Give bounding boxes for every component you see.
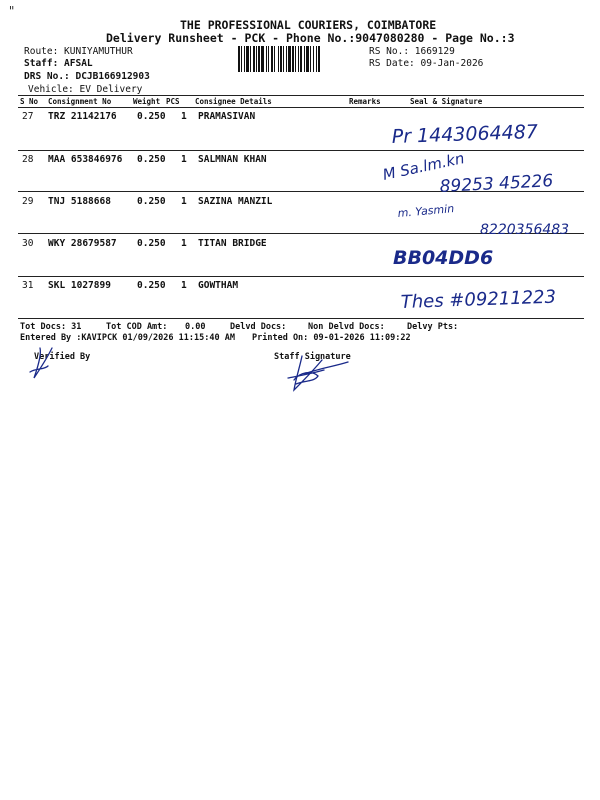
row-weight: 0.250 (137, 280, 166, 291)
barcode-bar (306, 46, 309, 72)
row-weight: 0.250 (137, 238, 166, 249)
col-remarks: Remarks (349, 97, 381, 106)
barcode-bar (283, 46, 284, 72)
vehicle-label: Vehicle: EV Delivery (28, 84, 143, 95)
row-weight: 0.250 (137, 196, 166, 207)
barcode-bar (288, 46, 291, 72)
stray-mark: " (8, 4, 16, 18)
row-separator (18, 233, 584, 234)
row-sno: 28 (22, 154, 34, 165)
barcode-bar (253, 46, 255, 72)
barcode-bar (274, 46, 275, 72)
row-pcs: 1 (181, 280, 187, 291)
rs-no-label: RS No.: 1669129 (369, 46, 455, 57)
row-consignment: SKL 1027899 (48, 280, 111, 291)
row-consignee: SAZINA MANZIL (198, 196, 273, 207)
route-label: Route: KUNIYAMUTHUR (24, 46, 133, 57)
barcode-bar (246, 46, 249, 72)
staff-signature-label: Staff Signature (274, 352, 351, 362)
col-seal: Seal & Signature (410, 97, 483, 106)
handwritten-remark: Thes #09211223 (400, 286, 557, 313)
barcode-bar (238, 46, 240, 72)
col-weight: Weight (133, 97, 161, 106)
handwritten-remark: 8220356483 (480, 222, 570, 238)
header-top-rule (18, 95, 584, 96)
barcode-bar (268, 46, 269, 72)
header-bottom-rule (18, 107, 584, 108)
row-consignee: TITAN BRIDGE (198, 238, 267, 249)
barcode-bar (300, 46, 302, 72)
printed-on: Printed On: 09-01-2026 11:09:22 (252, 333, 411, 343)
barcode-bar (316, 46, 317, 72)
company-title: THE PROFESSIONAL COURIERS, COIMBATORE (180, 18, 437, 32)
row-sno: 31 (22, 280, 34, 291)
barcode-image (238, 46, 366, 72)
barcode-bar (298, 46, 299, 72)
row-pcs: 1 (181, 154, 187, 165)
barcode-bar (286, 46, 287, 72)
barcode-bar (280, 46, 282, 72)
row-consignment: WKY 28679587 (48, 238, 117, 249)
row-pcs: 1 (181, 111, 187, 122)
row-sno: 27 (22, 111, 34, 122)
row-weight: 0.250 (137, 154, 166, 165)
row-consignment: MAA 653846976 (48, 154, 123, 165)
row-pcs: 1 (181, 196, 187, 207)
tot-docs: Tot Docs: 31 (20, 322, 82, 332)
delvy-pts: Delvy Pts: (407, 322, 459, 332)
tot-cod-value: 0.00 (185, 322, 206, 332)
non-delvd-docs: Non Delvd Docs: (308, 322, 385, 332)
row-consignee: PRAMASIVAN (198, 111, 256, 122)
table-bottom-rule (18, 318, 584, 319)
row-weight: 0.250 (137, 111, 166, 122)
barcode-bar (292, 46, 294, 72)
tot-cod-label: Tot COD Amt: (106, 322, 168, 332)
row-separator (18, 150, 584, 151)
row-consignment: TRZ 21142176 (48, 111, 117, 122)
staff-label: Staff: AFSAL (24, 58, 93, 69)
barcode-bar (304, 46, 305, 72)
handwritten-remark: 89253 45226 (439, 171, 554, 197)
row-sno: 30 (22, 238, 34, 249)
barcode-bar (295, 46, 296, 72)
drs-label: DRS No.: DCJB166912903 (24, 71, 150, 82)
barcode-bar (244, 46, 245, 72)
row-consignment: TNJ 5188668 (48, 196, 111, 207)
barcode-bar (310, 46, 311, 72)
col-consignee: Consignee Details (195, 97, 272, 106)
barcode-bar (261, 46, 264, 72)
barcode-bar (271, 46, 273, 72)
handwritten-remark: m. Yasmin (397, 202, 455, 220)
row-separator (18, 276, 584, 277)
handwritten-remark: Pr 1443064487 (391, 120, 539, 148)
entered-by: Entered By :KAVIPCK 01/09/2026 11:15:40 AM (20, 333, 235, 343)
col-pcs: PCS (166, 97, 180, 106)
row-consignee: SALMNAN KHAN (198, 154, 267, 165)
delvd-docs: Delvd Docs: (230, 322, 287, 332)
row-pcs: 1 (181, 238, 187, 249)
handwritten-remark: M Sa.lm.kn (381, 149, 466, 184)
row-separator (18, 191, 584, 192)
barcode-bar (250, 46, 251, 72)
row-sno: 29 (22, 196, 34, 207)
row-consignee: GOWTHAM (198, 280, 239, 291)
barcode-bar (256, 46, 257, 72)
barcode-bar (266, 46, 267, 72)
barcode-bar (241, 46, 242, 72)
barcode-bar (318, 46, 320, 72)
handwritten-remark: BB04DD6 (393, 247, 494, 269)
rs-date-label: RS Date: 09-Jan-2026 (369, 58, 484, 69)
barcode-bar (313, 46, 314, 72)
col-sno: S No (20, 97, 39, 106)
verified-by-label: Verified By (34, 352, 91, 362)
barcode-bar (278, 46, 279, 72)
barcode-bar (258, 46, 260, 72)
runsheet-subtitle: Delivery Runsheet - PCK - Phone No.:9047080280 - Page No.:3 (106, 31, 515, 45)
col-consignment: Consignment No (48, 97, 112, 106)
